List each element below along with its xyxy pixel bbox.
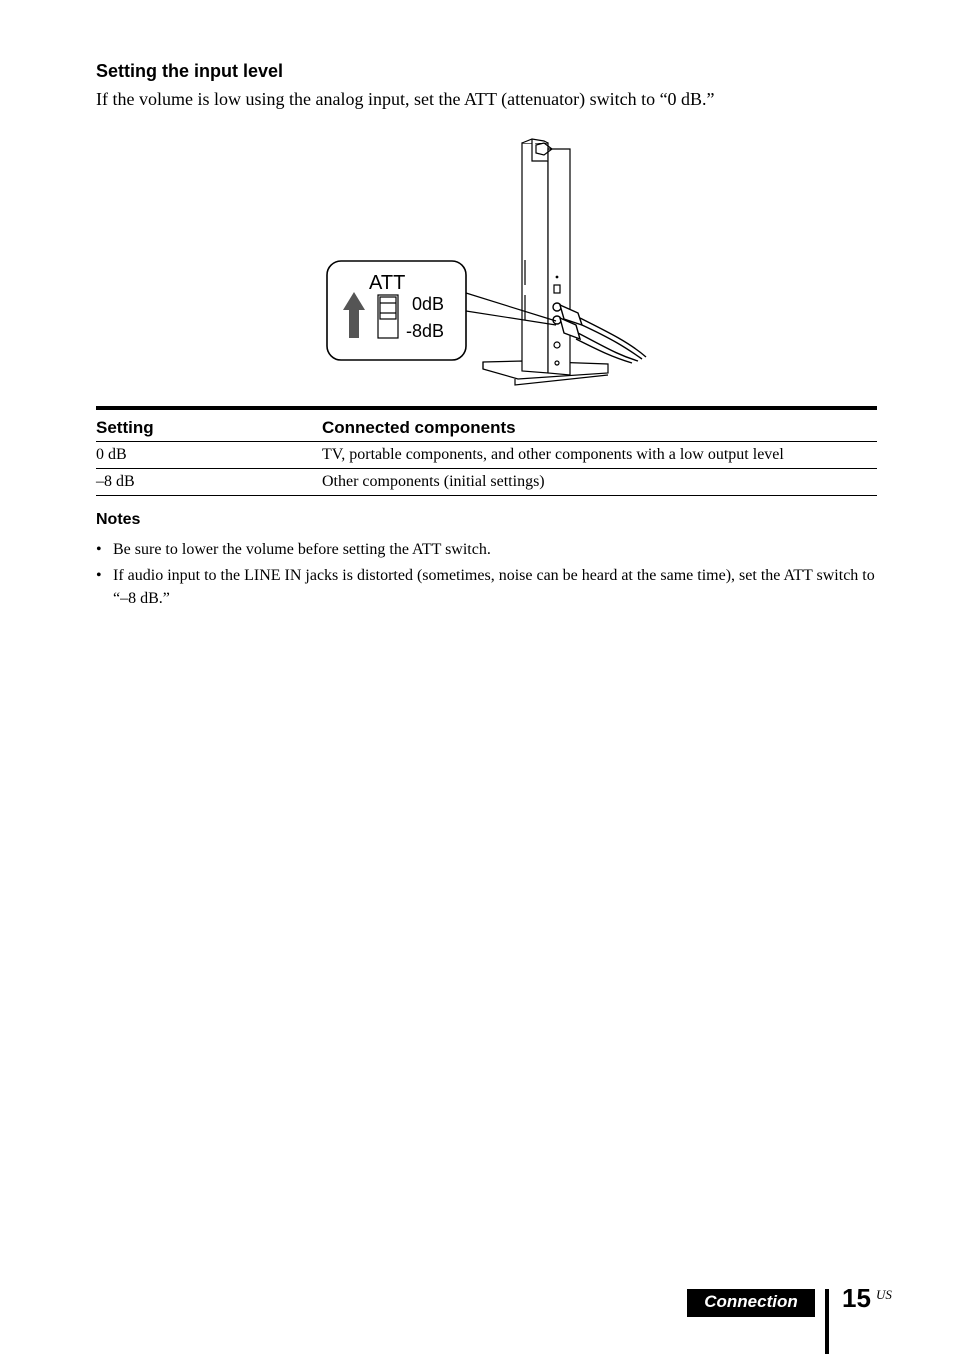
note-text: If audio input to the LINE IN jacks is distorted (sometimes, noise can be heard at the same time), set the ATT switch to “–8 dB.” bbox=[113, 567, 875, 607]
components-cell: Other components (initial settings) bbox=[322, 469, 877, 496]
att-label: ATT bbox=[369, 272, 406, 294]
footer-divider bbox=[825, 1289, 829, 1354]
transmitter-tower bbox=[522, 139, 570, 375]
note-item bbox=[96, 538, 877, 561]
table-header-row bbox=[96, 408, 877, 442]
notes-heading: Notes bbox=[96, 511, 141, 528]
table-row bbox=[96, 442, 877, 469]
att-switch-figure bbox=[320, 135, 660, 390]
bullet-icon: • bbox=[96, 541, 102, 558]
minus-eight-db-label: -8dB bbox=[406, 321, 445, 341]
setting-cell: –8 dB bbox=[96, 469, 322, 496]
components-cell: TV, portable components, and other components with a low output level bbox=[322, 442, 877, 469]
note-text: Be sure to lower the volume before setting the ATT switch. bbox=[113, 541, 491, 558]
header-connected-components: Connected components bbox=[322, 408, 877, 442]
section-heading: Setting the input level bbox=[96, 61, 284, 81]
page-region-suffix: US bbox=[876, 1287, 892, 1302]
section-tab-label: Connection bbox=[687, 1289, 815, 1317]
settings-table bbox=[96, 406, 877, 496]
zero-db-label: 0dB bbox=[412, 294, 445, 314]
bullet-icon: • bbox=[96, 567, 102, 584]
table-row bbox=[96, 469, 877, 496]
att-switch-icon bbox=[378, 295, 398, 338]
header-setting: Setting bbox=[96, 408, 322, 442]
note-item bbox=[96, 564, 877, 610]
intro-paragraph: If the volume is low using the analog input, set the ATT (attenuator) switch to “0 dB.” bbox=[96, 89, 715, 109]
page-number: 15 bbox=[842, 1283, 871, 1313]
notes-list bbox=[96, 538, 877, 613]
setting-cell: 0 dB bbox=[96, 442, 322, 469]
